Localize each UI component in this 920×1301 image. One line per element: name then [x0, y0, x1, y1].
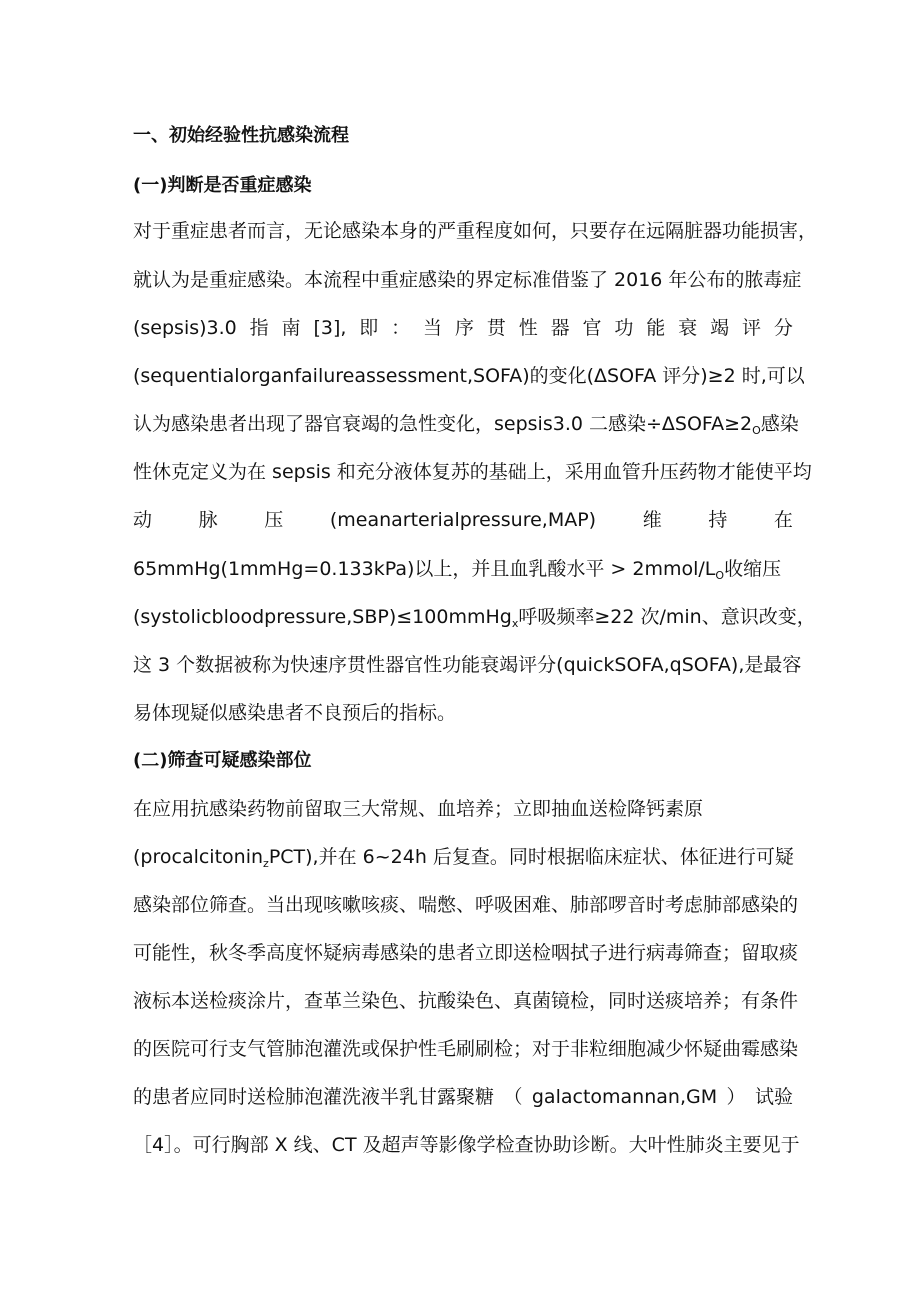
line-text: (procalcitonin [133, 846, 264, 868]
word: 序 [454, 317, 474, 339]
line-text: 认为感染患者出现了器官衰竭的急性变化，sepsis3.0 二感染÷ΔSOFA≥2 [133, 413, 753, 435]
word: [3], [313, 317, 347, 339]
subscript: z [263, 857, 269, 870]
paragraph-line: 的医院可行支气管肺泡灌洗或保护性毛刷刷检；对于非粒细胞减少怀疑曲霉感染 [133, 1038, 799, 1060]
line-text: (systolicbloodpressure,SBP)≤100mmHg [133, 606, 512, 628]
paragraph-line: 就认为是重症感染。本流程中重症感染的界定标准借鉴了 2016 年公布的脓毒症 [133, 269, 802, 291]
word: 持 [708, 509, 728, 531]
word: 南 [281, 317, 301, 339]
subsection-heading: (一)判断是否重症感染 [133, 175, 312, 196]
subsection-heading: (二)筛查可疑感染部位 [133, 750, 312, 771]
word: 器 [550, 317, 570, 339]
word: 指 [249, 317, 269, 339]
paragraph-line: (sequentialorganfailureassessment,SOFA)的变化(ΔSOFA 评分)≥2 时,可以 [133, 365, 805, 387]
word: 当 [423, 317, 443, 339]
paragraph-line: 可能性，秋冬季高度怀疑病毒感染的患者立即送检咽拭子进行病毒筛查；留取痰 [133, 942, 799, 964]
line-text: 65mmHg(1mmHg=0.133kPa)以上，并且血乳酸水平 > 2mmol/L [133, 558, 716, 580]
subscript: O [752, 424, 761, 437]
word: 性 [518, 317, 538, 339]
word: 贯 [486, 317, 506, 339]
paragraph-line [133, 844, 793, 870]
line-text: 呼吸频率≥22 次/min、意识改变， [518, 606, 816, 628]
subscript: x [511, 617, 519, 630]
paragraph-line: 感染部位筛查。当出现咳嗽咳痰、喘憋、呼吸困难、肺部啰音时考虑肺部感染的 [133, 894, 799, 916]
paragraph-line: ［4］。可行胸部 X 线、CT 及超声等影像学检查协助诊断。大叶性肺炎主要见于 [133, 1134, 800, 1156]
line-text: （ [503, 1086, 523, 1108]
word: 即 [359, 317, 379, 339]
paragraph-line [133, 1084, 793, 1110]
line-text: 感染 [760, 413, 799, 435]
word: 压 [264, 509, 284, 531]
word: (sepsis)3.0 [133, 317, 237, 339]
word: 维 [642, 509, 662, 531]
subscript: O [715, 569, 725, 582]
paragraph-line: 性休克定义为在 sepsis 和充分液体复苏的基础上，采用血管升压药物才能使平均 [133, 461, 812, 483]
section-heading: 一、初始经验性抗感染流程 [133, 125, 349, 146]
paragraph-line: 易体现疑似感染患者不良预后的指标。 [133, 702, 457, 724]
word: 动 [133, 509, 153, 531]
line-text: 收缩压 [724, 558, 782, 580]
word: 功 [614, 317, 634, 339]
line-text: ） [726, 1086, 746, 1108]
paragraph-line [133, 556, 793, 582]
word: 分 [773, 317, 793, 339]
line-text: PCT),并在 6~24h 后复查。同时根据临床症状、体征进行可疑 [268, 846, 794, 868]
word: 在 [773, 509, 793, 531]
word: 评 [741, 317, 761, 339]
word: 脉 [198, 509, 218, 531]
line-text: 的患者应同时送检肺泡灌洗液半乳甘露聚糖 [133, 1086, 495, 1108]
word: 官 [582, 317, 602, 339]
word: 能 [646, 317, 666, 339]
paragraph-line: 液标本送检痰涂片，查革兰染色、抗酸染色、真菌镜检，同时送痰培养；有条件 [133, 990, 799, 1012]
paragraph-line [133, 507, 793, 533]
paragraph-line: 在应用抗感染药物前留取三大常规、血培养；立即抽血送检降钙素原 [133, 798, 704, 820]
paragraph-line: 对于重症患者而言，无论感染本身的严重程度如何，只要存在远隔脏器功能损害， [133, 220, 818, 242]
word: 竭 [710, 317, 730, 339]
paragraph-line [133, 411, 799, 437]
word: (meanarterialpressure,MAP) [329, 509, 597, 531]
line-text: galactomannan,GM [531, 1086, 718, 1108]
paragraph-line [133, 315, 793, 341]
paragraph-line [133, 604, 816, 630]
word: ： [391, 317, 411, 339]
word: 衰 [678, 317, 698, 339]
paragraph-line: 这 3 个数据被称为快速序贯性器官性功能衰竭评分(quickSOFA,qSOFA),是最容 [133, 654, 802, 676]
line-text: 试验 [754, 1086, 793, 1108]
